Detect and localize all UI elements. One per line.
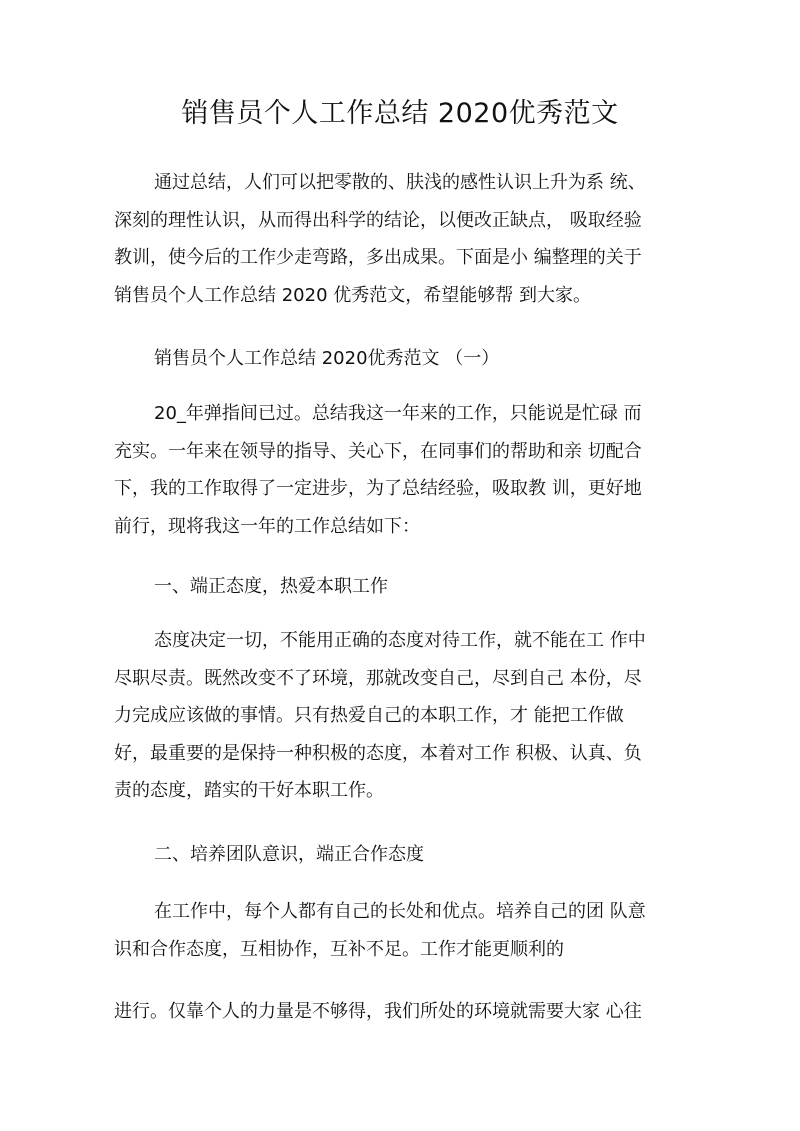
text-line: 教训，使今后的工作少走弯路，多出成果。下面是小 编整理的关于 bbox=[114, 247, 642, 268]
text-line: 进行。仅靠个人的力量是不够得，我们所处的环境就需要大家 心往 bbox=[114, 1001, 642, 1022]
text-line: 深刻的理性认识，从而得出科学的结论，以便改正缺点， 吸取经验 bbox=[114, 209, 642, 231]
text-line: 下，我的工作取得了一定进步，为了总结经验，吸取教 训，更好地 bbox=[114, 478, 642, 499]
section-title: 销售员个人工作总结 2020优秀范文 （一） bbox=[154, 348, 500, 369]
text-line: 态度决定一切，不能用正确的态度对待工作，就不能在工 作中 bbox=[154, 630, 646, 651]
text-line: 前行，现将我这一年的工作总结如下： bbox=[114, 515, 420, 537]
text-line: 识和合作态度，互相协作，互补不足。工作才能更顺利的 bbox=[114, 938, 564, 960]
document-title: 销售员个人工作总结 2020优秀范文 bbox=[181, 98, 619, 129]
paragraph-1 bbox=[114, 395, 674, 545]
text-line: 好，最重要的是保持一种积极的态度，本着对工作 积极、认真、负 bbox=[114, 742, 642, 764]
text-line: 充实。一年来在领导的指导、关心下，在同事们的帮助和亲 切配合 bbox=[114, 440, 642, 462]
paragraph-2 bbox=[114, 622, 674, 810]
text-line: 力完成应该做的事情。只有热爱自己的本职工作，才 能把工作做 bbox=[114, 705, 624, 726]
heading-1: 一、端正态度，热爱本职工作 bbox=[154, 576, 388, 597]
text-line: 通过总结，人们可以把零散的、肤浅的感性认识上升为系 统、 bbox=[154, 172, 646, 193]
text-line: 销售员个人工作总结 2020 优秀范文，希望能够帮 到大家。 bbox=[114, 284, 591, 306]
text-line: 责的态度，踏实的干好本职工作。 bbox=[114, 780, 384, 801]
text-line: 在工作中，每个人都有自己的长处和优点。培养自己的团 队意 bbox=[154, 901, 646, 922]
heading-2: 二、培养团队意识，端正合作态度 bbox=[154, 844, 424, 865]
text-line: 尽职尽责。既然改变不了环境，那就改变自己，尽到自己 本份，尽 bbox=[114, 667, 642, 689]
paragraph-3 bbox=[114, 893, 674, 968]
text-line: 20_年弹指间已过。总结我这一年来的工作，只能说是忙碌 而 bbox=[154, 403, 642, 424]
intro-paragraph bbox=[114, 164, 674, 314]
paragraph-4 bbox=[114, 993, 674, 1031]
